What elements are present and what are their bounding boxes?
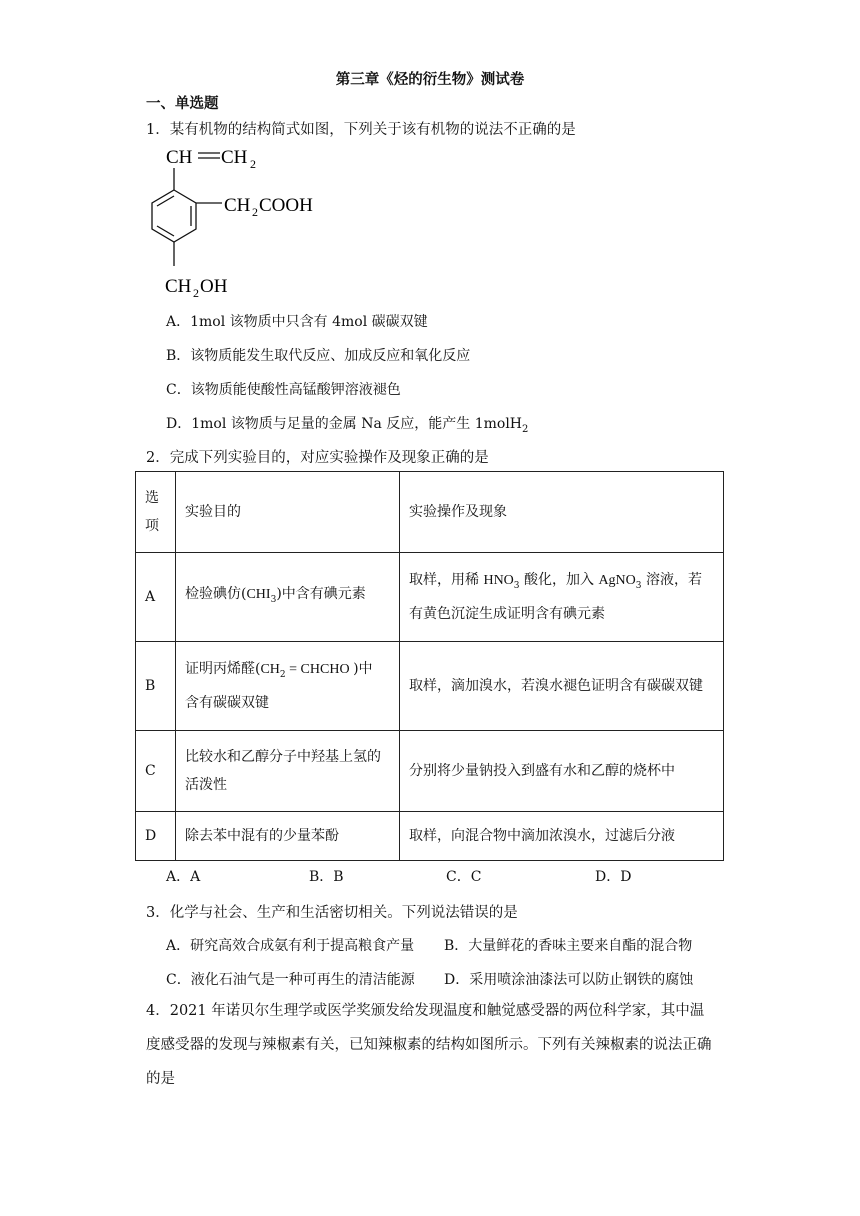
question-2-answer-c: C．C: [446, 869, 482, 885]
ch2oh-ch-text: CH: [165, 276, 192, 297]
question-2-answer-b: B．B: [309, 869, 344, 885]
table-header-row: [136, 472, 724, 553]
section-heading: 一、单选题: [146, 95, 219, 112]
row-operation: 取样，用稀 $HNO_3$ 酸化，加入 AgNO$_3$ 溶液，若 有黄色沉淀生成证明含有碘元素: [400, 553, 724, 642]
row-label: C: [136, 731, 176, 812]
ch2oh-oh-text: OH: [200, 276, 228, 297]
vinyl-ch2-sub: 2: [250, 157, 256, 171]
question-1-stem: 1．某有机物的结构简式如图，下列关于该有机物的说法不正确的是: [146, 122, 576, 138]
question-2-answer-d: D．D: [595, 869, 632, 885]
question-2-answer-a: A．A: [166, 869, 201, 885]
row-purpose: 除去苯中混有的少量苯酚: [176, 812, 400, 861]
question-3-option-b: B．大量鲜花的香味主要来自酯的混合物: [444, 938, 693, 954]
header-operation: 实验操作及现象: [400, 472, 724, 553]
ring-inner-bond-3: [157, 196, 174, 206]
row-purpose: 证明丙烯醛($CH_2$ = CHCHO )中 含有碳碳双键: [176, 642, 400, 731]
row-operation: 取样，滴加溴水，若溴水褪色证明含有碳碳双键: [400, 642, 724, 731]
table-row: [136, 812, 724, 861]
header-purpose: 实验目的: [176, 472, 400, 553]
row-purpose: 比较水和乙醇分子中羟基上氢的活泼性: [176, 731, 400, 812]
row-purpose: 检验碘仿$(CHI_3)$中含有碘元素: [176, 553, 400, 642]
row-label: B: [136, 642, 176, 731]
question-2-stem: 2．完成下列实验目的，对应实验操作及现象正确的是: [146, 450, 489, 466]
question-1-option-c: C．该物质能使酸性高锰酸钾溶液褪色: [166, 382, 401, 398]
ch2oh-sub: 2: [193, 286, 199, 300]
structure-diagram: [140, 140, 340, 300]
row-label: A: [136, 553, 176, 642]
question-4-stem: 4．2021 年诺贝尔生理学或医学奖颁发给发现温度和触觉感受器的两位科学家，其中温度感受器的发现与辣椒素有关，已知辣椒素的结构如图所示。下列有关辣椒素的说法正确的是: [146, 1003, 712, 1087]
row-label: D: [136, 812, 176, 861]
table-row: [136, 731, 724, 812]
ch2cooh-cooh-text: COOH: [259, 195, 313, 216]
question-3-option-d: D．采用喷涂油漆法可以防止钢铁的腐蚀: [444, 972, 694, 988]
ring-inner-bond-2: [157, 226, 174, 236]
header-option: 选 项: [136, 472, 176, 553]
table-row: [136, 553, 724, 642]
row-operation: 取样，向混合物中滴加浓溴水，过滤后分液: [400, 812, 724, 861]
experiment-table: [135, 471, 724, 861]
benzene-ring: [152, 190, 196, 242]
question-3-option-a: A．研究高效合成氨有利于提高粮食产量: [166, 938, 415, 954]
question-3-option-c: C．液化石油气是一种可再生的清洁能源: [166, 972, 415, 988]
option-d-text: D．1mol 该物质与足量的金属 Na 反应，能产生 1molH: [166, 416, 523, 432]
question-1-option-b: B．该物质能发生取代反应、加成反应和氧化反应: [166, 348, 471, 364]
ch2cooh-ch-text: CH: [224, 195, 251, 216]
page-title: 第三章《烃的衍生物》测试卷: [335, 71, 525, 88]
option-d-sub: 2: [522, 423, 529, 435]
vinyl-ch-text: CH: [166, 147, 193, 168]
table-row: [136, 642, 724, 731]
ch2cooh-sub: 2: [252, 205, 258, 219]
question-3-stem: 3．化学与社会、生产和生活密切相关。下列说法错误的是: [146, 905, 518, 921]
vinyl-ch2-text: CH: [221, 147, 248, 168]
question-1-option-d: [166, 413, 528, 435]
row-operation: 分别将少量钠投入到盛有水和乙醇的烧杯中: [400, 731, 724, 812]
question-1-option-a: A．1mol 该物质中只含有 4mol 碳碳双键: [166, 314, 428, 330]
